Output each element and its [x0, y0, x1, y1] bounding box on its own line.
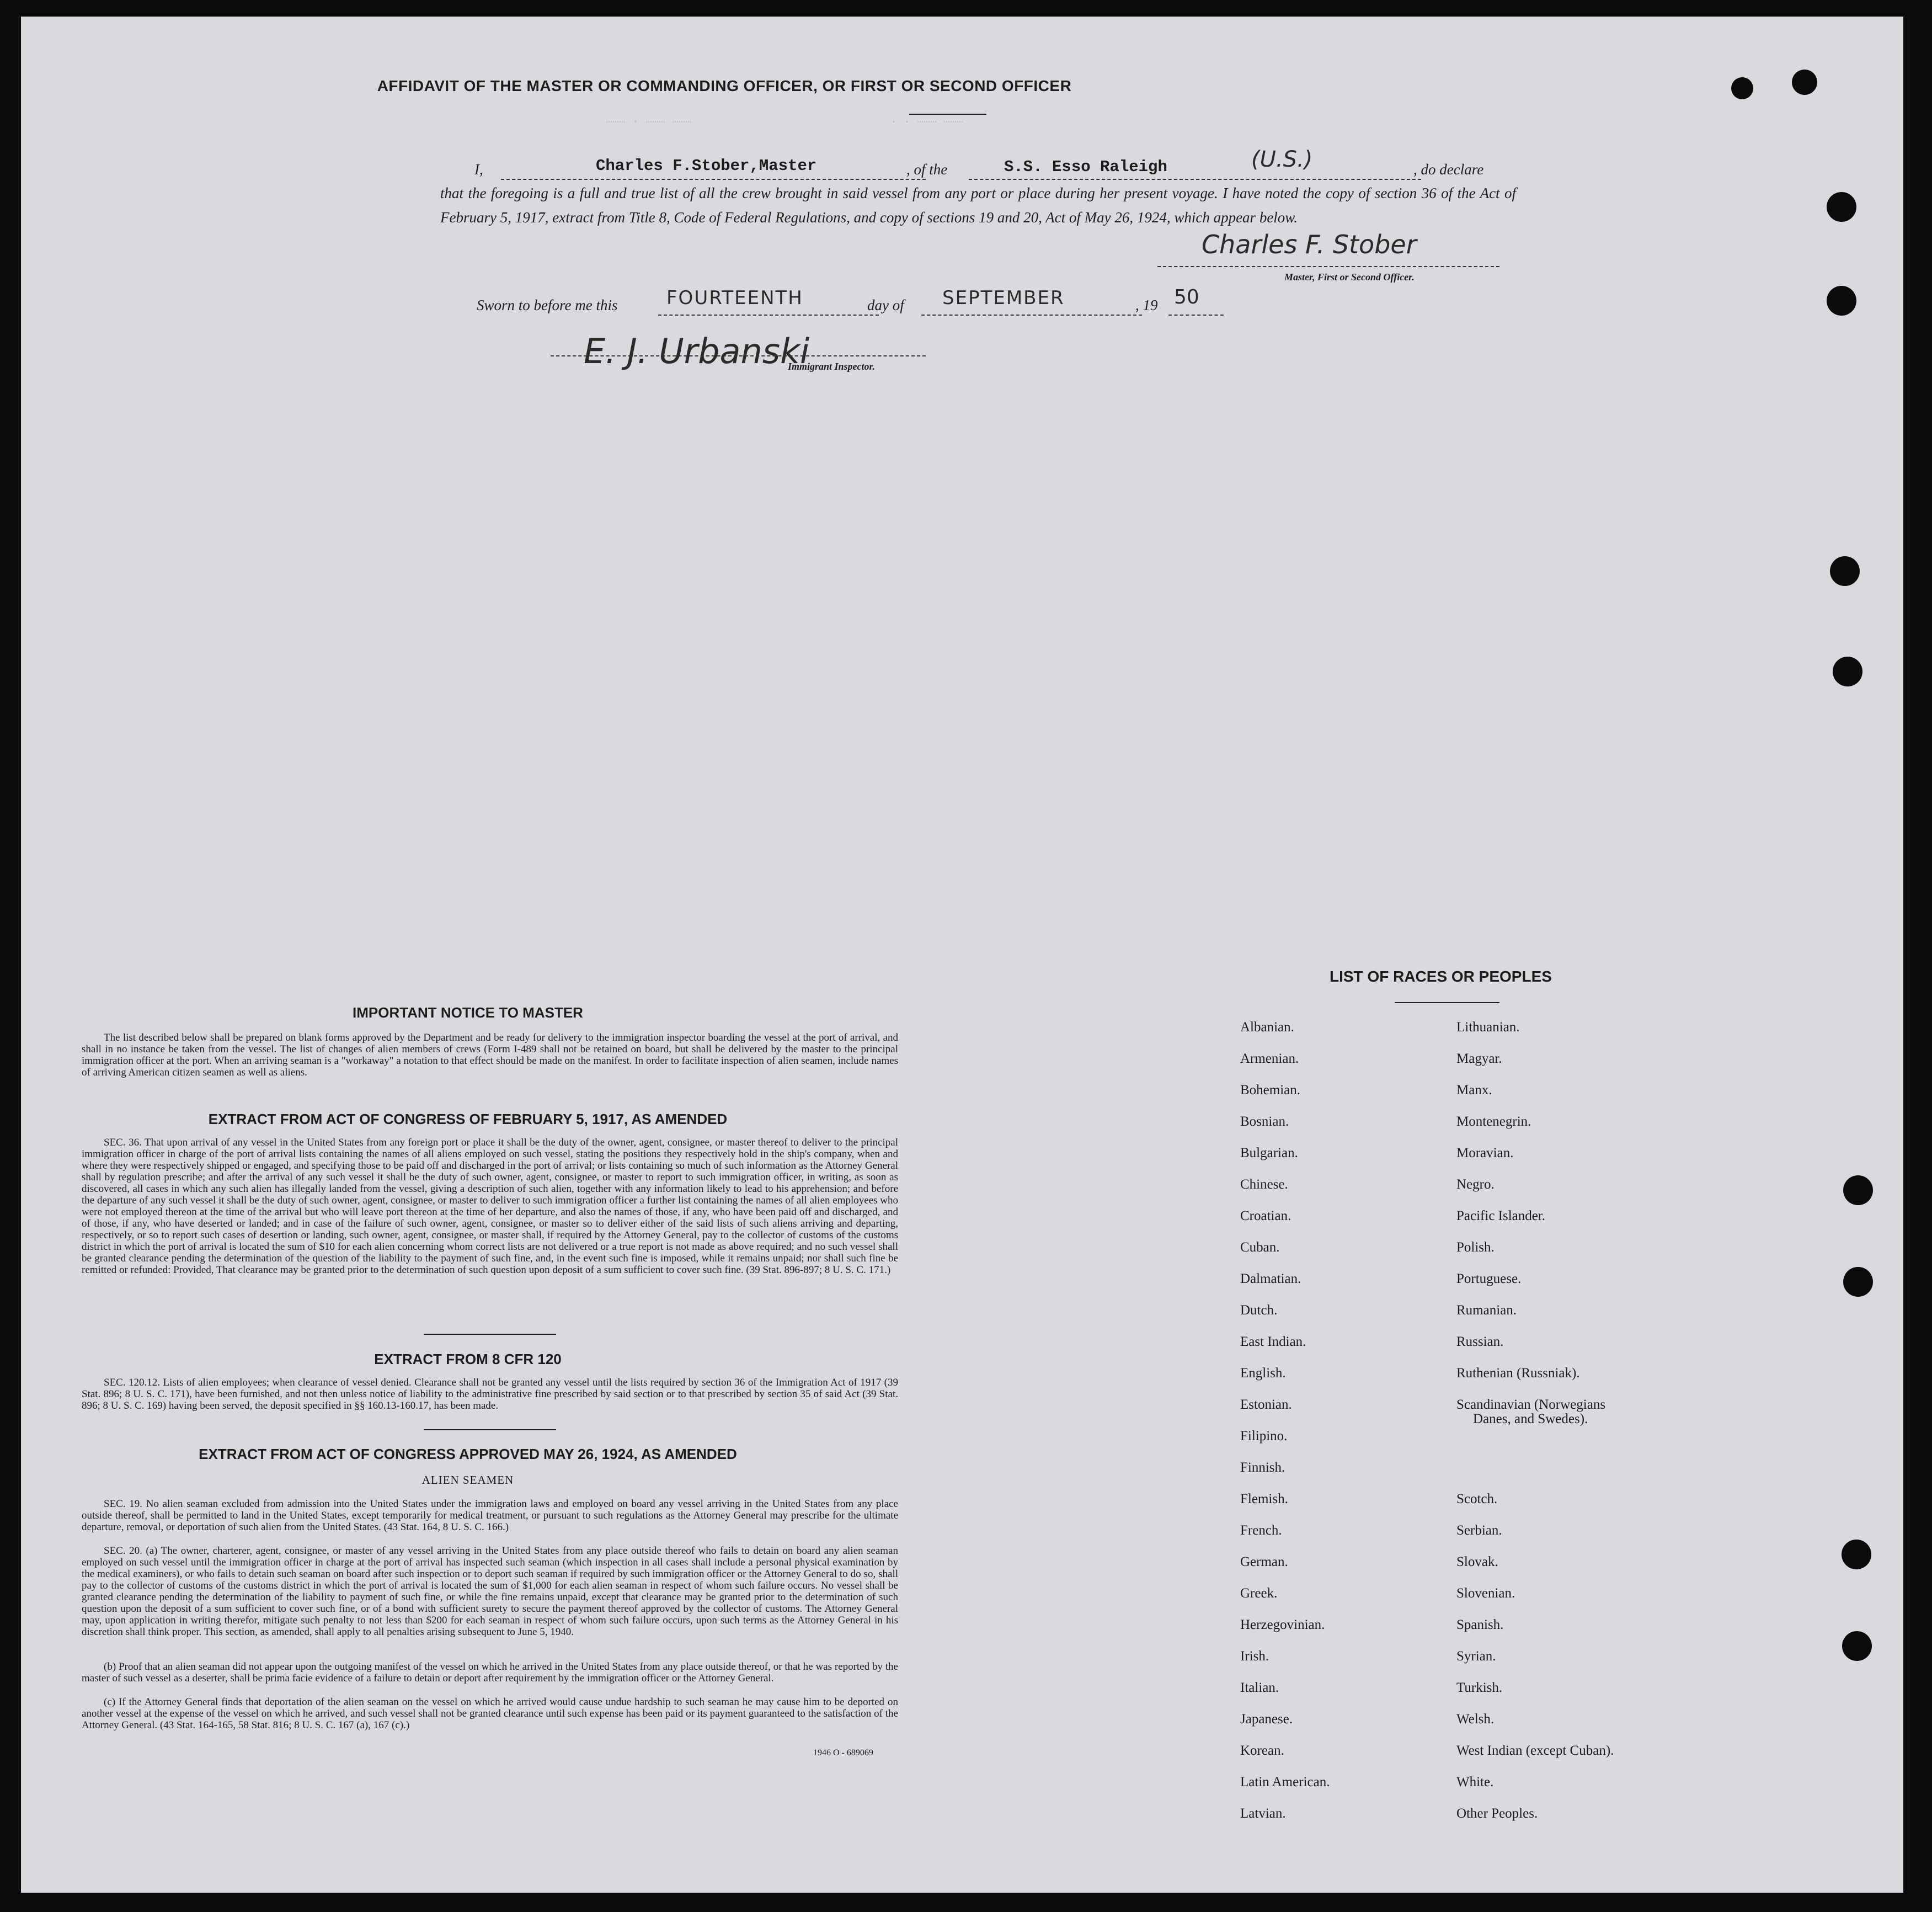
- race-item: Turkish.: [1456, 1680, 1503, 1695]
- section-19-text: SEC. 19. No alien seaman excluded from admission into the United States under the immigration laws and employed on board any vessel arriving in the United States from any place outside thereof, shall be permitted to land in the United States, except temporarily for medical treatment, or pursuant to such regulations as the Attorney General may prescribe for the ultimate departure, removal, or deportation of such alien from the United States. (43 Stat. 164, 8 U. S. C. 166.): [82, 1498, 898, 1533]
- race-item: Moravian.: [1456, 1146, 1514, 1160]
- master-signature-line: [1157, 266, 1499, 267]
- year-blank: [1168, 315, 1224, 316]
- race-item: Serbian.: [1456, 1523, 1502, 1538]
- month-blank: [921, 315, 1142, 316]
- races-title: LIST OF RACES OR PEOPLES: [1330, 968, 1552, 985]
- race-item: Italian.: [1240, 1680, 1279, 1695]
- race-item: Korean.: [1240, 1743, 1284, 1758]
- vessel-flag-note: (U.S.): [1251, 147, 1313, 172]
- race-item: Albanian.: [1240, 1020, 1294, 1035]
- race-item: Latin American.: [1240, 1775, 1330, 1789]
- extract-1924-subtitle: ALIEN SEAMEN: [421, 1473, 514, 1487]
- race-item: Welsh.: [1456, 1712, 1495, 1727]
- section-rule: [424, 1334, 556, 1335]
- punch-hole: [1827, 286, 1856, 316]
- race-item: Manx.: [1456, 1083, 1492, 1098]
- race-item: Dutch.: [1240, 1303, 1278, 1318]
- race-item: Latvian.: [1240, 1806, 1286, 1821]
- section-20b-text: (b) Proof that an alien seaman did not appear upon the outgoing manifest of the vessel on which he arrived in the United States from any place outside thereof, or that he was reported by the master of such vessel as a deserter, shall be prima facie evidence of a failure to detain or deport after requirement by the immigration officer or the Attorney General.: [82, 1661, 898, 1684]
- inspector-signature-line: [551, 355, 926, 356]
- punch-hole: [1731, 77, 1753, 99]
- race-item: Bohemian.: [1240, 1083, 1301, 1098]
- race-item: Magyar.: [1456, 1051, 1502, 1066]
- race-item: Bosnian.: [1240, 1114, 1289, 1129]
- day-of-label: day of: [867, 297, 904, 313]
- race-item: Syrian.: [1456, 1649, 1496, 1664]
- race-item: English.: [1240, 1366, 1286, 1381]
- punch-hole: [1833, 657, 1862, 686]
- master-signature-caption: Master, First or Second Officer.: [1284, 271, 1415, 283]
- affidavit-title: AFFIDAVIT OF THE MASTER OR COMMANDING OFFICER, OR FIRST OR SECOND OFFICER: [377, 77, 1072, 94]
- vessel-name: S.S. Esso Raleigh: [1004, 158, 1167, 176]
- race-item: Cuban.: [1240, 1240, 1280, 1255]
- race-item: Herzegovinian.: [1240, 1617, 1325, 1632]
- race-item: Spanish.: [1456, 1617, 1504, 1632]
- document-page: [21, 17, 1903, 1893]
- race-item: Montenegrin.: [1456, 1114, 1531, 1129]
- race-item: Lithuanian.: [1456, 1020, 1520, 1035]
- race-item: Estonian.: [1240, 1397, 1292, 1412]
- race-item: Rumanian.: [1456, 1303, 1517, 1318]
- race-item: East Indian.: [1240, 1334, 1306, 1349]
- master-name: Charles F.Stober,Master: [596, 157, 817, 175]
- punch-hole: [1827, 192, 1856, 222]
- race-item: Croatian.: [1240, 1208, 1291, 1223]
- race-item: Danes, and Swedes).: [1473, 1412, 1588, 1426]
- race-item: Portuguese.: [1456, 1271, 1522, 1286]
- race-item: Scotch.: [1456, 1492, 1498, 1506]
- sworn-label: Sworn to before me this: [477, 297, 618, 313]
- race-item: Pacific Islander.: [1456, 1208, 1546, 1223]
- section-20a-text: SEC. 20. (a) The owner, charterer, agent, consignee, or master of any vessel arriving in the United States from any place outside thereof who fails to detain on board any alien seaman employed on such vessel until the immigration officer in charge at the port of arrival has inspected such seaman (which inspection in all cases shall include a personal physical examination by the medical examiners), or who fails to detain such seaman on board after such inspection or to deport such seaman if required by such immigration officer or the Attorney General to do so, shall pay to the collector of customs of the customs district in which the port of arrival is located the sum of $1,000 for each alien seaman in respect of whom such failure occurs. No vessel shall be granted clearance pending the determination of the liability to payment of such fine, or while the fine remains unpaid, except that clearance may be granted prior to the determination of such question upon the deposit of a sum sufficient to cover such fine, or of a bond with sufficient surety to secure the payment thereof approved by the collector of customs. The Attorney General may, upon application in writing therefor, mitigate such penalty to not less than $200 for each seaman in respect of whom such failure occurs, upon such terms as the Attorney General in his discretion shall think proper. This section, as amended, shall apply to all penalties arising subsequent to June 5, 1940.: [82, 1545, 898, 1638]
- declarant-prefix: I,: [474, 161, 483, 178]
- race-item: Polish.: [1456, 1240, 1495, 1255]
- do-declare-label: , do declare: [1413, 161, 1484, 178]
- race-item: Slovenian.: [1456, 1586, 1515, 1601]
- punch-hole: [1842, 1631, 1872, 1661]
- race-item: Scandinavian (Norwegians: [1456, 1397, 1606, 1412]
- extract-cfr-title: EXTRACT FROM 8 CFR 120: [374, 1351, 562, 1367]
- race-item: Bulgarian.: [1240, 1146, 1298, 1160]
- race-item: Finnish.: [1240, 1460, 1285, 1475]
- race-item: Dalmatian.: [1240, 1271, 1301, 1286]
- print-code: 1946 O - 689069: [813, 1748, 873, 1757]
- sworn-year: 50: [1174, 286, 1199, 308]
- race-item: Japanese.: [1240, 1712, 1293, 1727]
- race-item: West Indian (except Cuban).: [1456, 1743, 1614, 1758]
- race-item: Greek.: [1240, 1586, 1278, 1601]
- of-the-label: , of the: [906, 161, 948, 178]
- punch-hole: [1842, 1540, 1871, 1569]
- inspector-caption: Immigrant Inspector.: [788, 361, 876, 372]
- vessel-blank: [969, 179, 1421, 180]
- sworn-month: SEPTEMBER: [942, 287, 1065, 309]
- race-item: Russian.: [1456, 1334, 1504, 1349]
- day-blank: [658, 315, 879, 316]
- race-item: Filipino.: [1240, 1429, 1288, 1444]
- extract-1917-text: SEC. 36. That upon arrival of any vessel in the United States from any foreign port or place it shall be the duty of the owner, agent, consignee, or master thereof to deliver to the principal immigration officer in charge of the port of arrival lists containing the names of all aliens employed on such vessel, stating the positions they respectively hold in the ship's company, when and where they were respectively shipped or engaged, and specifying those to be paid off and discharged in the port of arrival; or lists containing so much of such information as the Attorney General shall by regulation prescribe; and after the arrival of any such vessel it shall be the duty of such owner, agent, consignee, or master to report to such immigration officer, in writing, as soon as discovered, all cases in which any such alien has illegally landed from the vessel, giving a description of such alien, together with any information likely to lead to his apprehension; and before the departure of any such vessel it shall be the duty of such owner, agent, consignee, or master to deliver to such immigration officer a further list containing the names of all alien employees who were not employed thereon at the time of the arrival but who will leave port thereon at the time of her departure, and also the names of those, if any, who have been paid off and discharged, and of those, if any, who have deserted or landed; and in case of the failure of such owner, agent, consignee, or master so to deliver either of the said lists of such aliens arriving and departing, respectively, or so to report such cases of desertion or landing, such owner, agent, consignee, or master shall, if required by the Attorney General, pay to the collector of customs of the customs district in which the port of arrival is located the sum of $10 for each alien concerning whom correct lists are not delivered or a true report is not made as above required; and no such vessel shall be granted clearance pending the determination of the question of the liability to the payment of such fine, and, in the event such fine is imposed, while it remains unpaid; nor shall such fine be remitted or refunded: Provided, That clearance may be granted prior to the determination of such question upon deposit of a sum sufficient to cover such fine. (39 Stat. 896-897; 8 U. S. C. 171.): [82, 1137, 898, 1276]
- year-prefix: , 19: [1135, 297, 1158, 313]
- punch-hole: [1792, 70, 1817, 95]
- affidavit-body: that the foregoing is a full and true list of all the crew brought in said vessel from any port or place during her present voyage. I have noted the copy of section 36 of the Act of February 5, 1917, extract from Title 8, Code of Federal Regulations, and copy of sections 19 and 20, Act of May 26, 1924, which appear below.: [440, 185, 1516, 226]
- extract-1917-title: EXTRACT FROM ACT OF CONGRESS OF FEBRUARY 5, 1917, AS AMENDED: [208, 1111, 728, 1127]
- notice-title: IMPORTANT NOTICE TO MASTER: [353, 1004, 583, 1021]
- race-item: Other Peoples.: [1456, 1806, 1538, 1821]
- bleed-through-text: ……… . ……… ……… . . ……… ………: [606, 114, 964, 126]
- race-item: German.: [1240, 1554, 1288, 1569]
- race-item: Chinese.: [1240, 1177, 1288, 1192]
- race-item: Armenian.: [1240, 1051, 1299, 1066]
- inspector-signature: E. J. Urbanski: [584, 331, 810, 371]
- race-item: Slovak.: [1456, 1554, 1498, 1569]
- master-signature: Charles F. Stober: [1202, 230, 1417, 259]
- race-item: Irish.: [1240, 1649, 1269, 1664]
- race-item: French.: [1240, 1523, 1282, 1538]
- punch-hole: [1830, 556, 1860, 586]
- extract-cfr-text: SEC. 120.12. Lists of alien employees; when clearance of vessel denied. Clearance shall not be granted any vessel until the lists required by section 36 of the Immigration Act of 1917 (39 Stat. 896; 8 U. S. C. 171), have been furnished, and not then unless notice of liability to the administrative fine prescribed by said section or to that prescribed by section 35 of said Act (39 Stat. 896; 8 U. S. C. 169) having been served, the deposit specified in §§ 160.13-160.17, has been made.: [82, 1377, 898, 1412]
- race-item: Negro.: [1456, 1177, 1495, 1192]
- race-item: Ruthenian (Russniak).: [1456, 1366, 1580, 1381]
- notice-text: The list described below shall be prepared on blank forms approved by the Department and be ready for delivery to the immigration inspector boarding the vessel at the port of arrival, and shall in no instance be taken from the vessel. The list of changes of alien members of crews (Form I-489 shall not be retained on board, but shall be delivered by the master to the principal immigration officer at the port. When an arriving seaman is a "workaway" a notation to that effect should be made on the manifest. In order to facilitate inspection of alien seamen, include names of arriving American citizen seamen as well as aliens.: [82, 1032, 898, 1078]
- name-blank: [501, 179, 926, 180]
- sworn-day: FOURTEENTH: [666, 287, 803, 309]
- section-20c-text: (c) If the Attorney General finds that deportation of the alien seaman on the vessel on which he arrived would cause undue hardship to such seaman he may cause him to be deported on another vessel at the expense of the vessel on which he arrived, and such vessel shall not be granted clearance until such expense has been paid or its payment guaranteed to the satisfaction of the Attorney General. (43 Stat. 164-165, 58 Stat. 816; 8 U. S. C. 167 (a), 167 (c).): [82, 1696, 898, 1731]
- race-item: Flemish.: [1240, 1492, 1288, 1506]
- races-title-rule: [1395, 1002, 1499, 1003]
- section-rule: [424, 1429, 556, 1430]
- race-item: White.: [1456, 1775, 1494, 1789]
- punch-hole: [1843, 1267, 1873, 1297]
- punch-hole: [1843, 1175, 1873, 1205]
- extract-1924-title: EXTRACT FROM ACT OF CONGRESS APPROVED MAY 26, 1924, AS AMENDED: [199, 1446, 737, 1462]
